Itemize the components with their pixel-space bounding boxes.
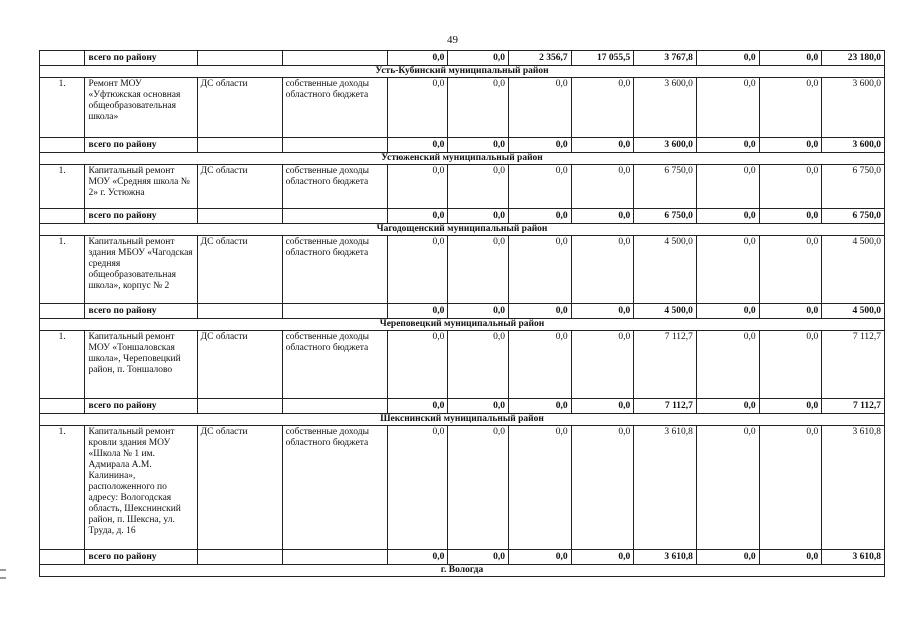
value-cell: 0,0 <box>448 51 509 66</box>
value-cell: 3 610,8 <box>634 426 697 550</box>
value-cell: 0,0 <box>696 78 759 138</box>
value-cell: 3 767,8 <box>634 51 697 66</box>
value-cell: 3 610,8 <box>822 426 885 550</box>
value-cell: 4 500,0 <box>822 236 885 304</box>
funding-cell <box>282 138 387 153</box>
value-cell: 0,0 <box>448 331 509 399</box>
district-name: Усть-Кубинский муниципальный район <box>40 66 885 78</box>
value-cell: 0,0 <box>696 399 759 414</box>
value-cell: 6 750,0 <box>822 209 885 224</box>
value-cell: 23 180,0 <box>822 51 885 66</box>
value-cell: 0,0 <box>508 236 571 304</box>
item-index: 1. <box>40 236 85 304</box>
source-cell <box>197 399 282 414</box>
district-header-row <box>40 224 885 236</box>
district-header-row <box>40 319 885 331</box>
value-cell: 0,0 <box>571 550 634 565</box>
value-cell: 3 600,0 <box>822 78 885 138</box>
item-description: Капитальный ремонт кровли здания МОУ «Школа № 1 им. Адмирала А.М. Калинина», расположенного по адресу: Вологодская область, Шекснинский район, п. Шексна, ул. Труда, д. 16 <box>85 426 197 550</box>
item-funding: собственные доходы областного бюджета <box>282 236 387 304</box>
index-cell <box>40 304 85 319</box>
value-cell: 0,0 <box>571 331 634 399</box>
value-cell: 0,0 <box>448 304 509 319</box>
value-cell: 0,0 <box>508 165 571 209</box>
value-cell: 0,0 <box>571 138 634 153</box>
district-header-row <box>40 66 885 78</box>
item-funding: собственные доходы областного бюджета <box>282 331 387 399</box>
value-cell: 0,0 <box>448 426 509 550</box>
value-cell: 0,0 <box>448 550 509 565</box>
index-cell <box>40 51 85 66</box>
value-cell: 0,0 <box>387 426 448 550</box>
source-cell <box>197 51 282 66</box>
item-row <box>40 236 885 304</box>
value-cell: 0,0 <box>759 51 822 66</box>
total-label: всего по району <box>85 209 197 224</box>
value-cell: 0,0 <box>508 138 571 153</box>
district-header-row <box>40 153 885 165</box>
funding-cell <box>282 399 387 414</box>
value-cell: 0,0 <box>448 165 509 209</box>
index-cell <box>40 209 85 224</box>
funding-cell <box>282 51 387 66</box>
funding-cell <box>282 304 387 319</box>
source-cell <box>197 138 282 153</box>
source-cell <box>197 209 282 224</box>
value-cell: 0,0 <box>759 550 822 565</box>
value-cell: 3 610,8 <box>634 550 697 565</box>
district-name: Устюженский муниципальный район <box>40 153 885 165</box>
value-cell: 0,0 <box>696 304 759 319</box>
total-label: всего по району <box>85 399 197 414</box>
value-cell: 0,0 <box>696 550 759 565</box>
district-header-row <box>40 565 885 577</box>
value-cell: 0,0 <box>759 304 822 319</box>
item-source: ДС области <box>197 236 282 304</box>
value-cell: 6 750,0 <box>822 165 885 209</box>
value-cell: 0,0 <box>387 51 448 66</box>
item-source: ДС области <box>197 78 282 138</box>
value-cell: 0,0 <box>759 165 822 209</box>
value-cell: 0,0 <box>759 236 822 304</box>
value-cell: 3 600,0 <box>634 78 697 138</box>
item-funding: собственные доходы областного бюджета <box>282 426 387 550</box>
district-total-row <box>40 550 885 565</box>
item-funding: собственные доходы областного бюджета <box>282 78 387 138</box>
item-description: Капитальный ремонт здания МБОУ «Чагодская средняя общеобразовательная школа», корпус № 2 <box>85 236 197 304</box>
value-cell: 0,0 <box>387 209 448 224</box>
value-cell: 0,0 <box>696 51 759 66</box>
index-cell <box>40 550 85 565</box>
value-cell: 7 112,7 <box>822 399 885 414</box>
value-cell: 0,0 <box>387 550 448 565</box>
value-cell: 0,0 <box>508 426 571 550</box>
value-cell: 0,0 <box>696 331 759 399</box>
value-cell: 0,0 <box>571 304 634 319</box>
district-name: Чагодощенский муниципальный район <box>40 224 885 236</box>
value-cell: 0,0 <box>571 209 634 224</box>
funding-cell <box>282 550 387 565</box>
district-total-row <box>40 51 885 66</box>
value-cell: 0,0 <box>508 399 571 414</box>
value-cell: 0,0 <box>448 209 509 224</box>
value-cell: 0,0 <box>508 78 571 138</box>
item-funding: собственные доходы областного бюджета <box>282 165 387 209</box>
value-cell: 0,0 <box>571 165 634 209</box>
budget-table <box>39 50 885 577</box>
item-index: 1. <box>40 426 85 550</box>
item-index: 1. <box>40 165 85 209</box>
value-cell: 0,0 <box>696 209 759 224</box>
value-cell: 0,0 <box>508 209 571 224</box>
item-row <box>40 165 885 209</box>
value-cell: 0,0 <box>759 78 822 138</box>
value-cell: 0,0 <box>759 138 822 153</box>
item-index: 1. <box>40 78 85 138</box>
funding-cell <box>282 209 387 224</box>
table-body <box>40 51 885 577</box>
value-cell: 0,0 <box>387 165 448 209</box>
item-description: Ремонт МОУ «Уфтюжская основная общеобразовательная школа» <box>85 78 197 138</box>
value-cell: 4 500,0 <box>822 304 885 319</box>
item-description: Капитальный ремонт МОУ «Средняя школа № 2» г. Устюжна <box>85 165 197 209</box>
district-header-row <box>40 414 885 426</box>
value-cell: 0,0 <box>508 550 571 565</box>
value-cell: 0,0 <box>387 399 448 414</box>
value-cell: 0,0 <box>387 236 448 304</box>
value-cell: 0,0 <box>387 138 448 153</box>
item-row <box>40 78 885 138</box>
value-cell: 0,0 <box>448 399 509 414</box>
value-cell: 0,0 <box>696 165 759 209</box>
value-cell: 0,0 <box>508 304 571 319</box>
value-cell: 0,0 <box>759 331 822 399</box>
value-cell: 0,0 <box>571 399 634 414</box>
value-cell: 3 610,8 <box>822 550 885 565</box>
index-cell <box>40 399 85 414</box>
value-cell: 0,0 <box>448 138 509 153</box>
value-cell: 0,0 <box>571 426 634 550</box>
item-source: ДС области <box>197 426 282 550</box>
item-description: Капитальный ремонт МОУ «Тоншаловская школа», Череповецкий район, п. Тоншалово <box>85 331 197 399</box>
district-total-row <box>40 304 885 319</box>
source-cell <box>197 550 282 565</box>
total-label: всего по району <box>85 550 197 565</box>
value-cell: 7 112,7 <box>634 399 697 414</box>
item-row <box>40 331 885 399</box>
value-cell: 0,0 <box>387 304 448 319</box>
total-label: всего по району <box>85 304 197 319</box>
value-cell: 0,0 <box>508 331 571 399</box>
value-cell: 0,0 <box>696 236 759 304</box>
value-cell: 3 600,0 <box>822 138 885 153</box>
item-source: ДС области <box>197 331 282 399</box>
value-cell: 4 500,0 <box>634 236 697 304</box>
district-name: Череповецкий муниципальный район <box>40 319 885 331</box>
value-cell: 0,0 <box>387 78 448 138</box>
value-cell: 0,0 <box>759 426 822 550</box>
value-cell: 3 600,0 <box>634 138 697 153</box>
district-total-row <box>40 138 885 153</box>
value-cell: 17 055,5 <box>571 51 634 66</box>
item-row <box>40 426 885 550</box>
value-cell: 0,0 <box>759 209 822 224</box>
value-cell: 0,0 <box>448 236 509 304</box>
district-total-row <box>40 399 885 414</box>
value-cell: 7 112,7 <box>822 331 885 399</box>
value-cell: 0,0 <box>571 78 634 138</box>
value-cell: 0,0 <box>759 399 822 414</box>
value-cell: 6 750,0 <box>634 165 697 209</box>
value-cell: 0,0 <box>387 331 448 399</box>
value-cell: 6 750,0 <box>634 209 697 224</box>
item-index: 1. <box>40 331 85 399</box>
page-number: 49 <box>447 34 458 46</box>
value-cell: 0,0 <box>696 426 759 550</box>
district-total-row <box>40 209 885 224</box>
total-label: всего по району <box>85 51 197 66</box>
value-cell: 4 500,0 <box>634 304 697 319</box>
value-cell: 0,0 <box>448 78 509 138</box>
value-cell: 0,0 <box>571 236 634 304</box>
source-cell <box>197 304 282 319</box>
district-name: Шекснинский муниципальный район <box>40 414 885 426</box>
value-cell: 2 356,7 <box>508 51 571 66</box>
value-cell: 7 112,7 <box>634 331 697 399</box>
total-label: всего по району <box>85 138 197 153</box>
district-name: г. Вологда <box>40 565 885 577</box>
value-cell: 0,0 <box>696 138 759 153</box>
item-source: ДС области <box>197 165 282 209</box>
index-cell <box>40 138 85 153</box>
